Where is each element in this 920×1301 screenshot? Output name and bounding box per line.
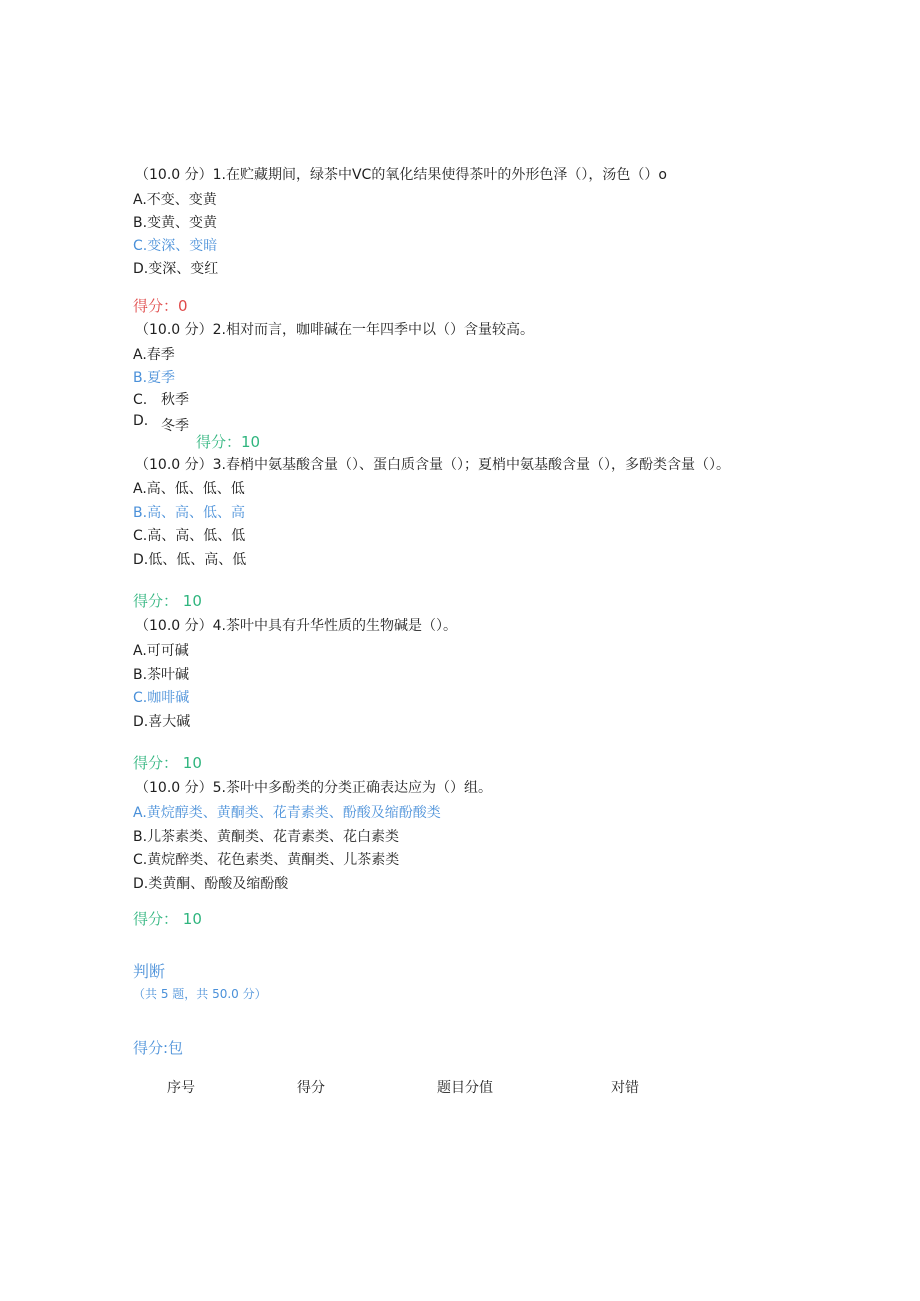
question-3-option-a[interactable] (133, 479, 245, 499)
question-3-option-d[interactable] (133, 550, 246, 570)
section-subtitle: （共 5 题，共 50.0 分） (133, 987, 267, 1001)
question-2-number: 2. (212, 322, 226, 338)
question-5-score (133, 909, 202, 929)
option-letter: B. (133, 505, 148, 521)
option-text: 低、低、高、低 (148, 552, 247, 568)
question-4-option-d[interactable] (133, 712, 190, 732)
question-4-score (133, 753, 202, 773)
question-2-option-d[interactable] (133, 411, 189, 434)
question-4-text: 茶叶中具有升华性质的生物碱是（）。 (225, 618, 457, 634)
question-5-number: 5. (212, 780, 226, 796)
table-header-score: 得分 (297, 1080, 325, 1096)
option-text: 春季 (146, 347, 175, 363)
option-letter: C. (133, 528, 148, 544)
option-text: 高、高、低、低 (147, 528, 246, 544)
question-2-prefix: （10.0 分） (135, 322, 213, 338)
question-2-option-c[interactable] (133, 390, 189, 410)
question-3-text: 春梢中氨基酸含量（）、蛋白质含量（）；夏梢中氨基酸含量（），多酚类含量（）。 (225, 457, 730, 473)
option-letter: B. (133, 215, 148, 231)
score-value: 10 (182, 910, 202, 928)
question-3-option-b[interactable] (133, 503, 245, 523)
question-1-option-d[interactable] (133, 259, 218, 279)
option-text: 秋季 (161, 392, 189, 408)
section-title: 判断 (133, 962, 166, 981)
option-text: 可可碱 (146, 643, 189, 659)
option-text: 茶叶碱 (147, 667, 190, 683)
option-letter: B. (133, 829, 148, 845)
question-4-option-a[interactable] (133, 641, 189, 661)
option-letter: D. (133, 552, 149, 568)
option-text: 黄烷醇类、黄酮类、花青素类、酚酸及缩酚酸类 (146, 805, 441, 821)
question-4-number: 4. (212, 618, 226, 634)
option-letter: A. (133, 643, 147, 659)
table-header-index: 序号 (167, 1080, 195, 1096)
score-label: 得分： (133, 297, 179, 315)
option-text: 变深、变暗 (147, 238, 218, 254)
option-letter: B. (133, 370, 148, 386)
score-value: 0 (178, 297, 188, 315)
question-5-option-d[interactable] (133, 874, 288, 894)
question-5-option-c[interactable] (133, 850, 399, 870)
score-label: 得分： (133, 592, 179, 610)
question-4-stem (135, 616, 457, 636)
option-letter: C. (133, 852, 148, 868)
question-3-prefix: （10.0 分） (135, 457, 213, 473)
question-2-score (196, 432, 260, 452)
question-1-option-c[interactable] (133, 236, 217, 256)
question-2-option-a[interactable] (133, 345, 175, 365)
question-1-prefix: （10.0 分） (135, 167, 213, 183)
question-4-prefix: （10.0 分） (135, 618, 213, 634)
question-2-option-b[interactable] (133, 368, 175, 388)
question-2-stem (135, 320, 534, 340)
option-text: 咖啡碱 (147, 690, 190, 706)
question-5-text: 茶叶中多酚类的分类正确表达应为（）组。 (225, 780, 492, 796)
question-1-score (133, 296, 188, 316)
option-text: 变黄、变黄 (147, 215, 218, 231)
option-text: 冬季 (161, 418, 189, 434)
option-letter: A. (133, 347, 147, 363)
question-3-number: 3. (212, 457, 226, 473)
question-5-option-a[interactable] (133, 803, 441, 823)
option-text: 变深、变红 (148, 261, 219, 277)
option-letter: B. (133, 667, 148, 683)
option-text: 高、低、低、低 (146, 481, 245, 497)
question-3-stem (135, 455, 730, 475)
score-value: 10 (182, 754, 202, 772)
question-3-score (133, 591, 202, 611)
option-letter: D. (133, 714, 149, 730)
question-3-option-c[interactable] (133, 526, 245, 546)
option-text: 儿茶素类、黄酮类、花青素类、花白素类 (147, 829, 400, 845)
score-label: 得分： (196, 433, 242, 451)
question-5-stem (135, 778, 492, 798)
question-5-prefix: （10.0 分） (135, 780, 213, 796)
option-letter: A. (133, 481, 147, 497)
table-header-correctness: 对错 (611, 1080, 639, 1096)
question-1-stem (135, 165, 667, 185)
option-letter: A. (133, 805, 147, 821)
question-1-number: 1. (212, 167, 226, 183)
score-value: 10 (241, 433, 261, 451)
option-text: 高、高、低、高 (147, 505, 246, 521)
option-text: 不变、变黄 (146, 192, 217, 208)
option-letter: C. (133, 690, 148, 706)
question-1-option-a[interactable] (133, 190, 217, 210)
score-label: 得分： (133, 754, 179, 772)
option-text: 黄烷醉类、花色素类、黄酮类、儿茶素类 (147, 852, 400, 868)
option-letter: C. (133, 238, 148, 254)
option-text: 夏季 (147, 370, 176, 386)
question-1-text: 在贮藏期间，绿茶中VC的氧化结果使得茶叶的外形色泽（），汤色（）o (225, 167, 667, 183)
question-1-option-b[interactable] (133, 213, 217, 233)
question-4-option-c[interactable] (133, 688, 189, 708)
table-header-question-value: 题目分值 (437, 1080, 493, 1096)
option-text: 类黄酮、酚酸及缩酚酸 (148, 876, 289, 892)
option-letter: C. (133, 392, 148, 408)
score-value: 10 (182, 592, 202, 610)
option-text: 喜大碱 (148, 714, 191, 730)
option-letter: D. (133, 261, 149, 277)
score-label: 得分： (133, 910, 179, 928)
option-letter: A. (133, 192, 147, 208)
option-letter: D. (133, 413, 149, 429)
question-4-option-b[interactable] (133, 665, 189, 685)
question-2-text: 相对而言，咖啡碱在一年四季中以（）含量较高。 (225, 322, 534, 338)
option-letter: D. (133, 876, 149, 892)
question-5-option-b[interactable] (133, 827, 399, 847)
section-score: 得分:包 (133, 1039, 184, 1057)
